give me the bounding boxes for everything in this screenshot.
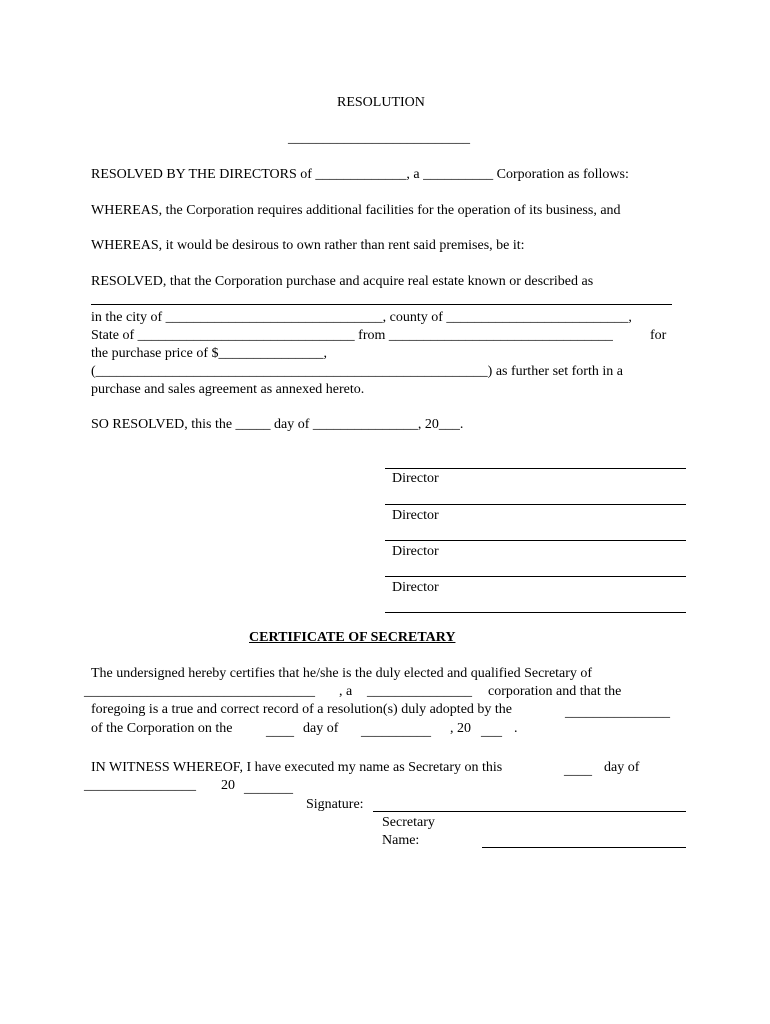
agreement-line: purchase and sales agreement as annexed hereto.	[91, 382, 365, 397]
director-label: Director	[392, 580, 439, 595]
address-blank-line[interactable]	[91, 304, 672, 305]
resolved-by-directors: RESOLVED BY THE DIRECTORS of _____________, a __________ Corporation as follows:	[91, 167, 629, 182]
certificate-line-1: The undersigned hereby certifies that he/she is the duly elected and qualified Secretary of	[91, 666, 593, 681]
witness-year-blank[interactable]: _______	[244, 781, 293, 796]
director-signature-line[interactable]	[385, 540, 686, 541]
comma-20-text: , 20	[450, 721, 471, 736]
year-blank[interactable]: ___	[481, 724, 502, 739]
whereas-desirous: WHEREAS, it would be desirous to own rather than rent said premises, be it:	[91, 238, 525, 253]
witness-day-blank[interactable]: ____	[564, 763, 592, 778]
month-blank[interactable]: __________	[361, 724, 431, 739]
corporation-on-text: of the Corporation on the	[91, 721, 233, 736]
state-for-word: for	[650, 328, 667, 343]
corporation-and-text: corporation and that the	[488, 684, 622, 699]
director-signature-line[interactable]	[385, 468, 686, 469]
certificate-line-3: foregoing is a true and correct record of a resolution(s) duly adopted by the	[91, 702, 513, 717]
secretary-name-line[interactable]	[482, 847, 686, 848]
corporation-name-blank[interactable]: _________________________________	[84, 684, 315, 699]
city-county-line: in the city of _______________________________, county of __________________________,	[91, 310, 632, 325]
director-label: Director	[392, 544, 439, 559]
title-rule: __________________________	[288, 131, 470, 146]
state-blank[interactable]: _______________	[367, 684, 472, 699]
witness-20-text: 20	[221, 778, 235, 793]
witness-whereof-line: IN WITNESS WHEREOF, I have executed my name as Secretary on this	[91, 760, 503, 775]
purchase-price-line: the purchase price of $_______________,	[91, 346, 327, 361]
director-signature-line[interactable]	[385, 576, 686, 577]
state-from-line: State of _______________________________ from ________________________________	[91, 328, 613, 343]
resolved-purchase: RESOLVED, that the Corporation purchase and acquire real estate known or described as	[91, 274, 594, 289]
page-title: RESOLUTION	[337, 95, 425, 110]
director-label: Director	[392, 471, 439, 486]
adopted-by-blank[interactable]: _______________	[565, 705, 670, 720]
so-resolved-line: SO RESOLVED, this the _____ day of _______________, 20___.	[91, 417, 464, 432]
director-signature-line[interactable]	[385, 612, 686, 613]
signature-line[interactable]	[373, 811, 686, 812]
secretary-label: Secretary	[382, 815, 435, 830]
period-text: .	[514, 721, 518, 736]
certificate-a-text: , a	[339, 684, 353, 699]
certificate-heading: CERTIFICATE OF SECRETARY	[249, 630, 456, 645]
day-blank[interactable]: ____	[266, 724, 294, 739]
day-of-text: day of	[303, 721, 339, 736]
witness-month-blank[interactable]: ________________	[84, 778, 196, 793]
whereas-facilities: WHEREAS, the Corporation requires additional facilities for the operation of its business, and	[91, 203, 621, 218]
witness-day-of-text: day of	[604, 760, 640, 775]
name-label: Name:	[382, 833, 420, 848]
director-label: Director	[392, 508, 439, 523]
director-signature-line[interactable]	[385, 504, 686, 505]
further-set-forth-line: (________________________________________________________) as further set forth in a	[91, 364, 623, 379]
signature-label: Signature:	[306, 797, 364, 812]
